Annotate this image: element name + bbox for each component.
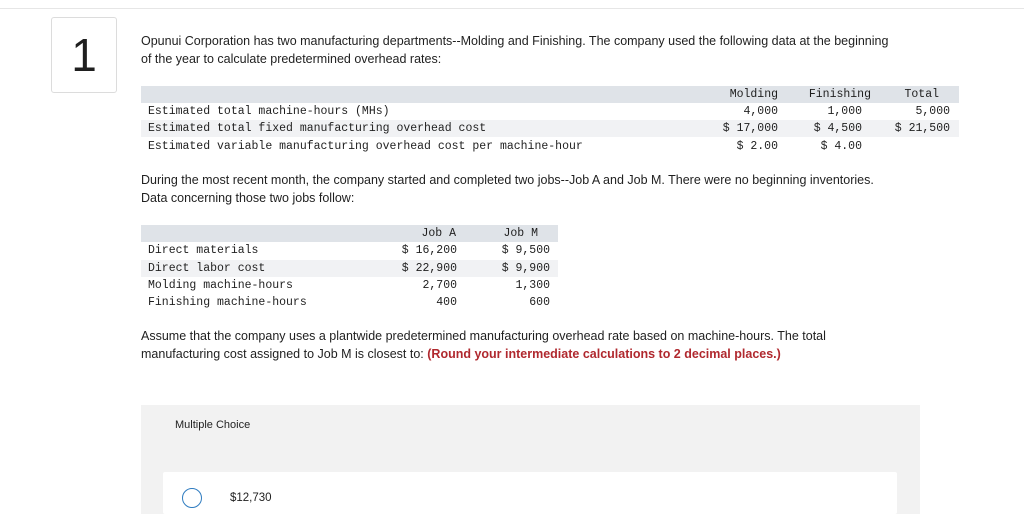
answer-option-label: $12,730: [230, 492, 272, 504]
jobs-row-label: Molding machine-hours: [148, 279, 293, 292]
dept-table-header-row: [141, 86, 959, 103]
dept-row-molding: $ 17,000: [722, 122, 778, 135]
dept-row-finishing: $ 4.00: [820, 140, 862, 153]
jobs-row-job-m: $ 9,900: [501, 262, 550, 275]
multiple-choice-label: Multiple Choice: [175, 419, 251, 431]
jobs-row-job-m: $ 9,500: [501, 244, 550, 257]
top-divider: [0, 8, 1024, 9]
dept-header-total: Total: [904, 88, 939, 101]
dept-row-total: [871, 138, 950, 155]
dept-header-molding: Molding: [729, 88, 778, 101]
jobs-header-job-m: Job M: [503, 227, 538, 240]
assumption-text: [141, 328, 826, 363]
jobs-row-job-m: 1,300: [515, 279, 550, 292]
jobs-row-job-a: 2,700: [422, 279, 457, 292]
jobs-row-job-a: $ 16,200: [401, 244, 457, 257]
jobs-table-row: [141, 294, 558, 311]
dept-row-label: Estimated total fixed manufacturing overhead cost: [148, 122, 487, 135]
jobs-row-label: Direct labor cost: [148, 262, 266, 275]
dept-table-row: [141, 138, 959, 155]
dept-table-row: [141, 120, 959, 137]
dept-row-label: Estimated total machine-hours (MHs): [148, 105, 390, 118]
dept-row-finishing: 1,000: [827, 105, 862, 118]
dept-row-finishing: $ 4,500: [813, 122, 862, 135]
assumption-line-1: Assume that the company uses a plantwide predetermined manufacturing overhead rate based on machine-hours. The total: [141, 329, 826, 343]
question-intro-line-1: Opunui Corporation has two manufacturing departments--Molding and Finishing. The company used the following data at the beginning: [141, 34, 889, 48]
dept-row-total: $ 21,500: [894, 122, 950, 135]
jobs-table-row: [141, 260, 558, 277]
jobs-row-job-a: 400: [436, 296, 457, 309]
jobs-row-label: Direct materials: [148, 244, 259, 257]
question-number: 1: [51, 17, 117, 93]
jobs-table-header-row: [141, 225, 558, 242]
jobs-intro-line-2: Data concerning those two jobs follow:: [141, 190, 355, 205]
question-intro: [141, 33, 888, 68]
assumption-line-2: [141, 346, 826, 364]
dept-row-molding: $ 2.00: [736, 140, 778, 153]
jobs-table-row: [141, 242, 558, 259]
radio-button[interactable]: [182, 488, 202, 508]
jobs-intro-line-1: During the most recent month, the company started and completed two jobs--Job A and Job M. There were no beginning inventories.: [141, 173, 874, 187]
jobs-row-label: Finishing machine-hours: [148, 296, 307, 309]
dept-row-molding: 4,000: [743, 105, 778, 118]
answer-option[interactable]: [163, 472, 897, 514]
rounding-instruction: (Round your intermediate calculations to 2 decimal places.): [427, 346, 781, 361]
jobs-table-row: [141, 277, 558, 294]
jobs-intro: [141, 172, 874, 207]
dept-row-total: 5,000: [915, 105, 950, 118]
jobs-row-job-a: $ 22,900: [401, 262, 457, 275]
jobs-row-job-m: 600: [529, 296, 550, 309]
jobs-header-job-a: Job A: [421, 227, 456, 240]
dept-header-finishing: Finishing: [808, 88, 871, 101]
assumption-line-2-text: manufacturing cost assigned to Job M is closest to:: [141, 346, 428, 361]
dept-row-label: Estimated variable manufacturing overhead cost per machine-hour: [148, 140, 583, 153]
question-intro-line-2: of the year to calculate predetermined overhead rates:: [141, 51, 442, 66]
dept-table-row: [141, 103, 959, 120]
